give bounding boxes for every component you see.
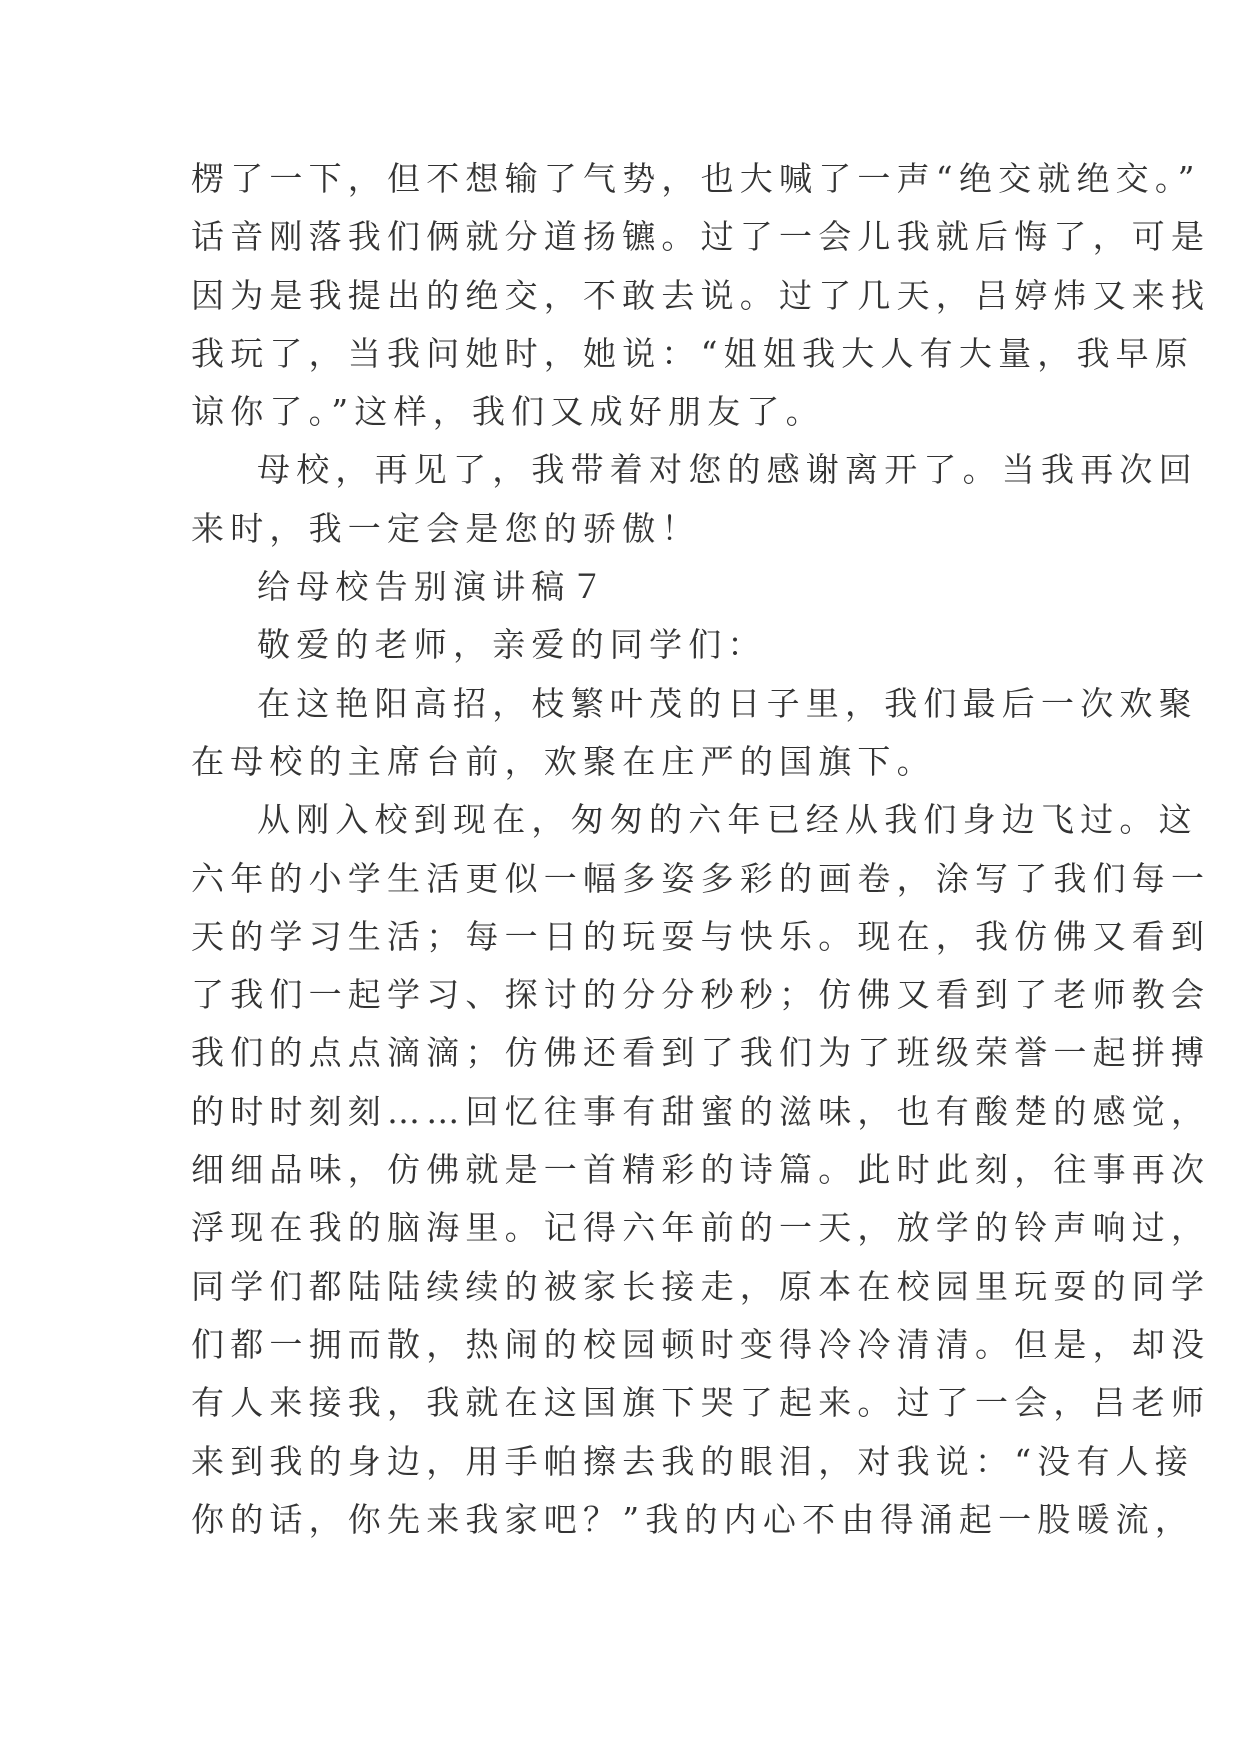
text-line-7: 来时，我一定会是您的骄傲！ <box>191 508 701 548</box>
text-line-2: 话音刚落我们俩就分道扬镳。过了一会儿我就后悔了，可是 <box>191 217 1211 257</box>
text-line-23: 来到我的身边，用手帕擦去我的眼泪，对我说：“没有人接 <box>191 1441 1195 1481</box>
text-line-14: 天的学习生活；每一日的玩耍与快乐。现在，我仿佛又看到 <box>191 916 1211 956</box>
text-line-4: 我玩了，当我问她时，她说：“姐姐我大人有大量，我早原 <box>191 333 1195 373</box>
text-line-5: 谅你了。”这样，我们又成好朋友了。 <box>191 392 825 432</box>
text-line-16: 我们的点点滴滴；仿佛还看到了我们为了班级荣誉一起拼搏 <box>191 1033 1211 1073</box>
section-heading: 给母校告别演讲稿７ <box>257 567 610 607</box>
text-line-13: 六年的小学生活更似一幅多姿多彩的画卷，涂写了我们每一 <box>191 858 1211 898</box>
text-line-17: 的时时刻刻……回忆往事有甜蜜的滋味，也有酸楚的感觉， <box>191 1091 1211 1131</box>
text-line-12: 从刚入校到现在，匆匆的六年已经从我们身边飞过。这 <box>257 800 1198 840</box>
text-line-6: 母校，再见了，我带着对您的感谢离开了。当我再次回 <box>257 450 1198 490</box>
salutation: 敬爱的老师，亲爱的同学们： <box>257 625 767 665</box>
text-line-15: 了我们一起学习、探讨的分分秒秒；仿佛又看到了老师教会 <box>191 975 1211 1015</box>
text-line-18: 细细品味，仿佛就是一首精彩的诗篇。此时此刻，往事再次 <box>191 1150 1211 1190</box>
text-line-10: 在这艳阳高招，枝繁叶茂的日子里，我们最后一次欢聚 <box>257 683 1198 723</box>
text-line-24: 你的话，你先来我家吧？”我的内心不由得涌起一股暖流， <box>191 1499 1195 1539</box>
text-line-1: 楞了一下，但不想输了气势，也大喊了一声“绝交就绝交。” <box>191 159 1201 198</box>
document-body <box>191 150 1211 1549</box>
text-line-22: 有人来接我，我就在这国旗下哭了起来。过了一会，吕老师 <box>191 1383 1211 1423</box>
text-line-3: 因为是我提出的绝交，不敢去说。过了几天，吕婷炜又来找 <box>191 275 1211 315</box>
text-line-20: 同学们都陆陆续续的被家长接走，原本在校园里玩耍的同学 <box>191 1266 1211 1306</box>
text-line-11: 在母校的主席台前，欢聚在庄严的国旗下。 <box>191 741 936 781</box>
text-line-19: 浮现在我的脑海里。记得六年前的一天，放学的铃声响过， <box>191 1208 1211 1248</box>
text-line-21: 们都一拥而散，热闹的校园顿时变得冷冷清清。但是，却没 <box>191 1324 1211 1364</box>
